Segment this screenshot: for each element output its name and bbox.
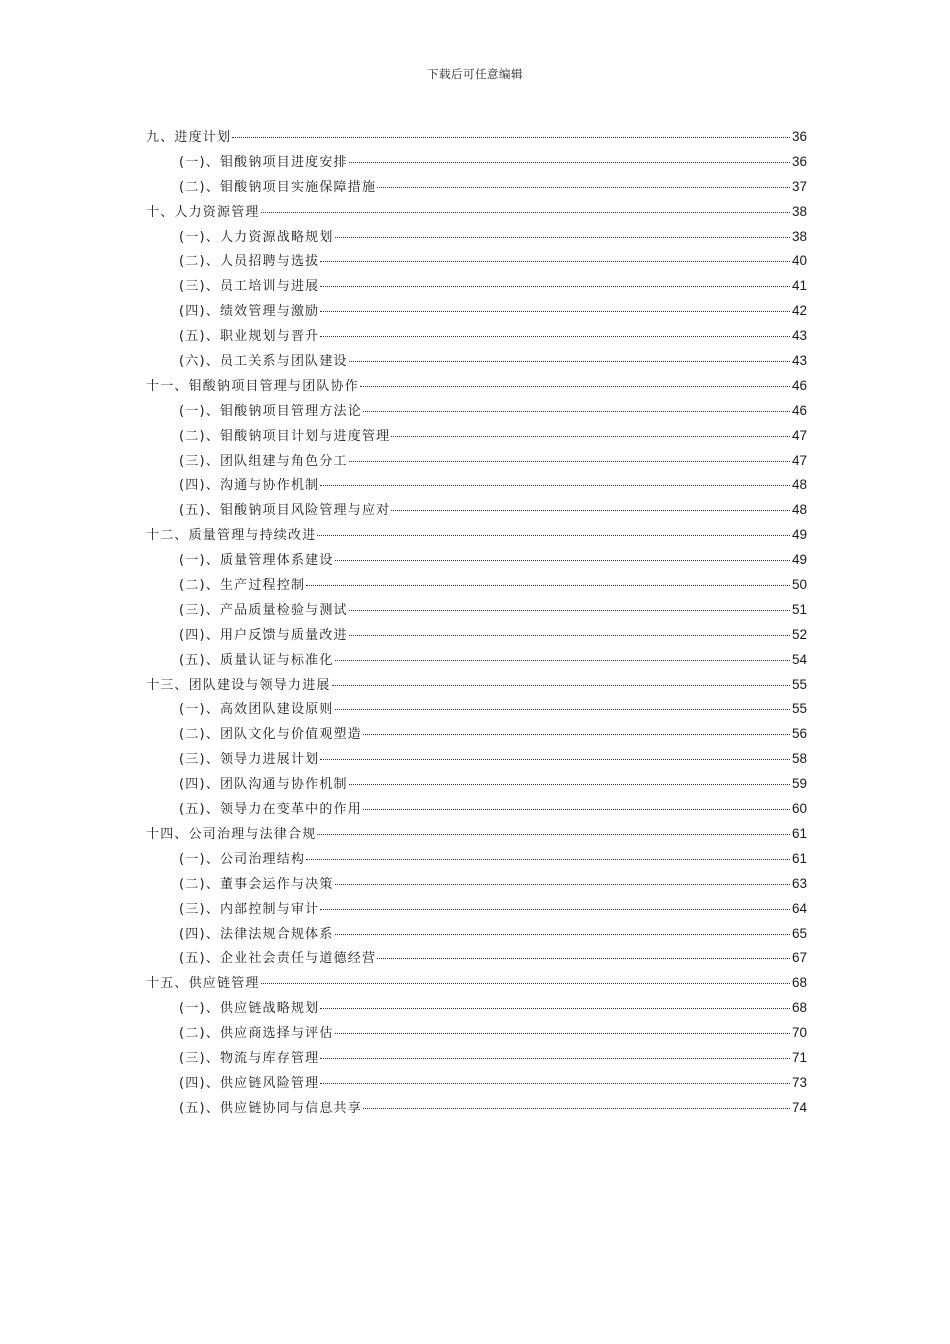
toc-entry-title: (四)、沟通与协作机制	[179, 478, 320, 494]
header-note: 下载后可任意编辑	[427, 67, 523, 81]
toc-entry-title: (二)、人员招聘与选拔	[179, 254, 320, 270]
toc-dot-leader	[363, 808, 790, 810]
toc-page-number: 64	[791, 900, 807, 916]
toc-page-number: 48	[791, 477, 807, 493]
toc-entry-title: (五)、质量认证与标准化	[179, 652, 334, 668]
toc-page-number: 68	[791, 975, 807, 991]
toc-dot-leader	[317, 534, 790, 536]
toc-entry-title: (一)、钼酸钠项目管理方法论	[179, 403, 362, 419]
toc-dot-leader	[349, 360, 790, 362]
toc-section-entry[interactable]	[146, 698, 807, 723]
toc-section-entry[interactable]	[146, 226, 807, 251]
toc-chapter-entry[interactable]	[146, 375, 807, 400]
toc-dot-leader	[320, 1057, 790, 1059]
toc-dot-leader	[320, 260, 790, 262]
toc-dot-leader	[335, 883, 790, 885]
toc-section-entry[interactable]	[146, 549, 807, 574]
toc-entry-title: (三)、物流与库存管理	[179, 1050, 320, 1066]
toc-dot-leader	[349, 783, 790, 785]
toc-entry-title: (五)、企业社会责任与道德经营	[179, 951, 377, 967]
toc-page-number: 43	[791, 328, 807, 344]
toc-page-number: 46	[791, 402, 807, 418]
toc-entry-title: (二)、钼酸钠项目计划与进度管理	[179, 428, 391, 444]
toc-entry-title: 九、进度计划	[146, 130, 232, 145]
toc-page-number: 38	[791, 228, 807, 244]
toc-section-entry[interactable]	[146, 873, 807, 898]
toc-page-number: 41	[791, 278, 807, 294]
table-of-contents	[146, 126, 807, 1122]
toc-dot-leader	[332, 684, 790, 686]
toc-page-number: 52	[791, 626, 807, 642]
toc-page-number: 70	[791, 1025, 807, 1041]
toc-dot-leader	[391, 509, 790, 511]
toc-dot-leader	[335, 236, 790, 238]
toc-section-entry[interactable]	[146, 474, 807, 499]
toc-page-number: 48	[791, 502, 807, 518]
toc-dot-leader	[349, 609, 790, 611]
toc-page-number: 59	[791, 776, 807, 792]
toc-page-number: 55	[791, 701, 807, 717]
toc-dot-leader	[335, 708, 790, 710]
toc-section-entry[interactable]	[146, 1097, 807, 1122]
toc-page-number: 74	[791, 1099, 807, 1115]
toc-entry-title: 十二、质量管理与持续改进	[146, 528, 317, 544]
toc-entry-title: (五)、钼酸钠项目风险管理与应对	[179, 503, 391, 519]
toc-chapter-entry[interactable]	[146, 972, 807, 997]
toc-entry-title: (三)、领导力进展计划	[179, 752, 320, 768]
toc-entry-title: (三)、团队组建与角色分工	[179, 453, 348, 469]
toc-entry-title: (五)、职业规划与晋升	[179, 329, 320, 345]
toc-chapter-entry[interactable]	[146, 823, 807, 848]
toc-entry-title: (三)、产品质量检验与测试	[179, 602, 348, 618]
toc-dot-leader	[335, 933, 790, 935]
toc-entry-title: 十三、团队建设与领导力进展	[146, 677, 331, 693]
toc-dot-leader	[349, 460, 790, 462]
toc-page-number: 47	[791, 427, 807, 443]
toc-dot-leader	[320, 484, 790, 486]
toc-dot-leader	[317, 833, 790, 835]
toc-entry-title: (二)、生产过程控制	[179, 578, 306, 594]
toc-page-number: 46	[791, 377, 807, 393]
toc-section-entry[interactable]	[146, 798, 807, 823]
toc-entry-title: (一)、供应链战略规划	[179, 1001, 320, 1017]
toc-entry-title: 十一、钼酸钠项目管理与团队协作	[146, 378, 360, 394]
toc-dot-leader	[363, 410, 790, 412]
toc-page-number: 54	[791, 651, 807, 667]
toc-section-entry[interactable]	[146, 773, 807, 798]
toc-dot-leader	[377, 186, 790, 188]
toc-section-entry[interactable]	[146, 350, 807, 375]
toc-section-entry[interactable]	[146, 400, 807, 425]
toc-page-number: 43	[791, 353, 807, 369]
toc-dot-leader	[335, 659, 790, 661]
toc-chapter-entry[interactable]	[146, 674, 807, 699]
toc-entry-title: (二)、钼酸钠项目实施保障措施	[179, 179, 377, 195]
toc-page-number: 68	[791, 1000, 807, 1016]
toc-dot-leader	[391, 435, 790, 437]
toc-entry-title: 十四、公司治理与法律合规	[146, 826, 317, 842]
toc-page-number: 55	[791, 676, 807, 692]
toc-section-entry[interactable]	[146, 499, 807, 524]
toc-section-entry[interactable]	[146, 723, 807, 748]
toc-entry-title: 十、人力资源管理	[146, 204, 260, 220]
toc-dot-leader	[360, 385, 790, 387]
toc-page-number: 61	[791, 850, 807, 866]
toc-dot-leader	[377, 957, 790, 959]
toc-page-number: 36	[791, 153, 807, 169]
toc-section-entry[interactable]	[146, 1072, 807, 1097]
toc-dot-leader	[320, 335, 790, 337]
toc-entry-title: (二)、团队文化与价值观塑造	[179, 727, 362, 743]
toc-dot-leader	[363, 1107, 790, 1109]
toc-page-number: 38	[791, 203, 807, 219]
toc-page-number: 58	[791, 751, 807, 767]
toc-section-entry[interactable]	[146, 923, 807, 948]
toc-entry-title: (四)、法律法规合规体系	[179, 926, 334, 942]
toc-dot-leader	[320, 1082, 790, 1084]
toc-dot-leader	[320, 1007, 790, 1009]
toc-dot-leader	[320, 310, 790, 312]
toc-entry-title: (六)、员工关系与团队建设	[179, 354, 348, 370]
toc-chapter-entry[interactable]	[146, 524, 807, 549]
toc-page-number: 63	[791, 875, 807, 891]
toc-section-entry[interactable]	[146, 574, 807, 599]
toc-section-entry[interactable]	[146, 450, 807, 475]
toc-dot-leader	[335, 1032, 790, 1034]
toc-page-number: 36	[791, 129, 807, 144]
toc-page-number: 73	[791, 1074, 807, 1090]
toc-entry-title: (二)、董事会运作与决策	[179, 876, 334, 892]
toc-page-number: 40	[791, 253, 807, 269]
toc-dot-leader	[349, 161, 790, 163]
toc-section-entry[interactable]	[146, 748, 807, 773]
toc-section-entry[interactable]	[146, 300, 807, 325]
toc-chapter-entry[interactable]	[146, 126, 807, 151]
toc-dot-leader	[320, 758, 790, 760]
toc-section-entry[interactable]	[146, 151, 807, 176]
toc-entry-title: (四)、绩效管理与激励	[179, 304, 320, 320]
toc-entry-title: (二)、供应商选择与评估	[179, 1026, 334, 1042]
toc-entry-title: (四)、团队沟通与协作机制	[179, 777, 348, 793]
toc-entry-title: (一)、人力资源战略规划	[179, 229, 334, 245]
toc-entry-title: (四)、供应链风险管理	[179, 1075, 320, 1091]
toc-section-entry[interactable]	[146, 599, 807, 624]
toc-dot-leader	[335, 559, 790, 561]
toc-dot-leader	[232, 136, 790, 138]
toc-entry-title: (三)、内部控制与审计	[179, 901, 320, 917]
toc-section-entry[interactable]	[146, 624, 807, 649]
toc-page-number: 51	[791, 601, 807, 617]
toc-dot-leader	[320, 908, 790, 910]
toc-dot-leader	[320, 285, 790, 287]
toc-page-number: 42	[791, 303, 807, 319]
toc-entry-title: (四)、用户反馈与质量改进	[179, 627, 348, 643]
toc-entry-title: (五)、供应链协同与信息共享	[179, 1100, 362, 1116]
toc-section-entry[interactable]	[146, 1022, 807, 1047]
toc-dot-leader	[363, 733, 790, 735]
toc-section-entry[interactable]	[146, 649, 807, 674]
toc-page-number: 67	[791, 950, 807, 966]
toc-page-number: 50	[791, 577, 807, 593]
toc-dot-leader	[306, 858, 790, 860]
toc-dot-leader	[349, 634, 790, 636]
toc-page-number: 49	[791, 527, 807, 543]
toc-section-entry[interactable]	[146, 325, 807, 350]
toc-page-number: 49	[791, 552, 807, 568]
toc-section-entry[interactable]	[146, 250, 807, 275]
toc-section-entry[interactable]	[146, 997, 807, 1022]
toc-page-number: 65	[791, 925, 807, 941]
toc-entry-title: (五)、领导力在变革中的作用	[179, 802, 362, 818]
toc-dot-leader	[261, 211, 790, 213]
toc-entry-title: (一)、质量管理体系建设	[179, 553, 334, 569]
toc-section-entry[interactable]	[146, 425, 807, 450]
toc-entry-title: 十五、供应链管理	[146, 976, 260, 992]
toc-entry-title: (一)、公司治理结构	[179, 851, 306, 867]
toc-dot-leader	[306, 584, 790, 586]
toc-chapter-entry[interactable]	[146, 201, 807, 226]
toc-page-number: 37	[791, 178, 807, 194]
toc-dot-leader	[261, 982, 790, 984]
toc-page-number: 61	[791, 825, 807, 841]
toc-section-entry[interactable]	[146, 848, 807, 873]
toc-entry-title: (一)、钼酸钠项目进度安排	[179, 154, 348, 170]
toc-page-number: 56	[791, 726, 807, 742]
toc-entry-title: (一)、高效团队建设原则	[179, 702, 334, 718]
toc-section-entry[interactable]	[146, 275, 807, 300]
toc-page-number: 47	[791, 452, 807, 468]
toc-page-number: 71	[791, 1049, 807, 1065]
toc-page-number: 60	[791, 801, 807, 817]
toc-section-entry[interactable]	[146, 1047, 807, 1072]
toc-entry-title: (三)、员工培训与进展	[179, 279, 320, 295]
toc-section-entry[interactable]	[146, 176, 807, 201]
toc-section-entry[interactable]	[146, 947, 807, 972]
toc-section-entry[interactable]	[146, 898, 807, 923]
